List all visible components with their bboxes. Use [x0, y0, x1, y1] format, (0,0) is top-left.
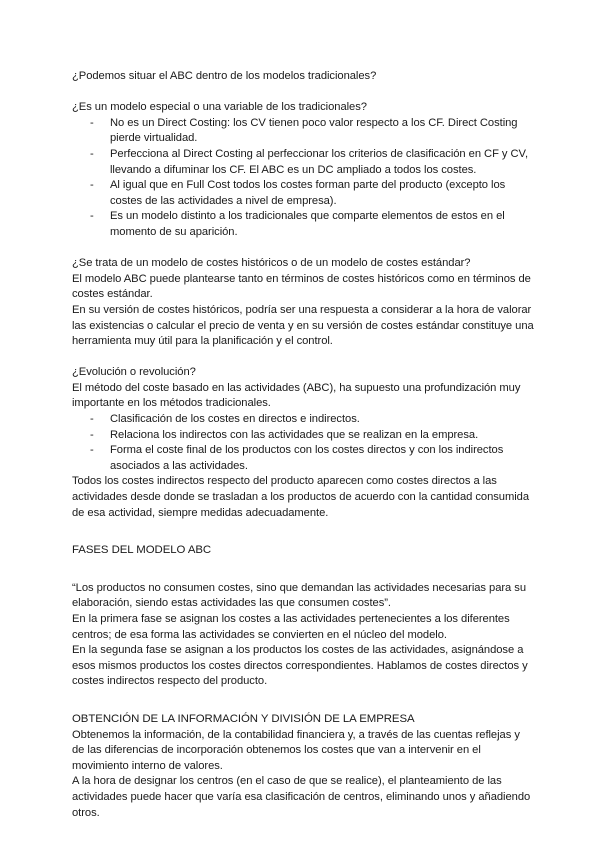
list-item — [72, 147, 534, 178]
list-item-text: No es un Direct Costing: los CV tienen poco valor respecto a los CF. Direct Costing pierde virtualidad. — [110, 116, 518, 145]
dash-bullet: - — [90, 147, 94, 160]
paragraph: Todos los costes indirectos respecto del producto aparecen como costes directos a las actividades desde donde se trasladan a los productos de acuerdo con la cantidad consumida de esa actividad, siempre medidas adecuadamente. — [72, 475, 530, 519]
list-item-text: Al igual que en Full Cost todos los costes forman parte del producto (excepto los costes de las actividades a nivel de empresa). — [110, 179, 506, 207]
list-item-text: Es un modelo distinto a los tradicionales que comparte elementos de estos en el momento de su aparición. — [110, 210, 505, 238]
paragraph: El método del coste basado en las actividades (ABC), ha supuesto una profundización muy importante en los métodos tradicionales. — [72, 381, 521, 410]
list-item — [72, 116, 534, 147]
list-item — [72, 443, 534, 474]
document-page — [72, 69, 534, 821]
paragraph: En la segunda fase se asignan a los productos los costes de las actividades, asignándose a esos mismos productos los costes directos correspondientes. Hablamos de costes directos y costes indirectos respecto del producto. — [72, 644, 528, 688]
section-heading-obtencion: OBTENCIÓN DE LA INFORMACIÓN Y DIVISIÓN DE LA EMPRESA — [72, 712, 415, 725]
dash-bullet: - — [90, 179, 94, 192]
question-special-model: ¿Es un modelo especial o una variable de los tradicionales? — [72, 101, 367, 114]
question-historic-vs-standard: ¿Se trata de un modelo de costes históricos o de un modelo de costes estándar? — [72, 257, 471, 270]
list-item-text: Clasificación de los costes en directos e indirectos. — [110, 413, 360, 426]
list-item — [72, 428, 534, 444]
paragraph: En su versión de costes históricos, podría ser una respuesta a considerar a la hora de valorar las existencias o calcular el precio de venta y en su versión de costes estándar constituye una herramienta muy útil para la planificación y el control. — [72, 303, 534, 348]
quote-paragraph: “Los productos no consumen costes, sino que demandan las actividades necesarias para su elaboración, siendo estas actividades las que consumen costes”. — [72, 581, 526, 610]
list-item — [72, 412, 534, 428]
list-item — [72, 178, 534, 209]
dash-bullet: - — [90, 444, 94, 457]
dash-bullet: - — [90, 116, 94, 129]
special-model-list — [72, 116, 534, 241]
question-evolution-revolution: ¿Evolución o revolución? — [72, 366, 196, 379]
paragraph: Obtenemos la información, de la contabilidad financiera y, a través de las cuentas reflejas y de las diferencias de incorporación obtenemos los costes que van a intervenir en el movimiento interno de valores. — [72, 728, 520, 772]
list-item — [72, 209, 534, 240]
list-item-text: Forma el coste final de los productos con los costes directos y con los indirectos asociados a las actividades. — [110, 444, 504, 472]
list-item-text: Perfecciona al Direct Costing al perfeccionar los criterios de clasificación en CF y CV, llevando a difuminar los CF. El ABC es un DC ampliado a todos los costes. — [110, 147, 529, 176]
list-item-text: Relaciona los indirectos con las actividades que se realizan en la empresa. — [110, 428, 479, 441]
paragraph: En la primera fase se asignan los costes a las actividades pertenecientes a los diferentes centros; de esa forma las actividades se convierten en el núcleo del modelo. — [72, 613, 510, 641]
dash-bullet: - — [90, 413, 94, 426]
dash-bullet: - — [90, 210, 94, 223]
paragraph: El modelo ABC puede plantearse tanto en términos de costes históricos como en términos de costes estándar. — [72, 272, 531, 301]
section-heading-fases: FASES DEL MODELO ABC — [72, 544, 212, 557]
evolution-list — [72, 412, 534, 474]
dash-bullet: - — [90, 428, 94, 441]
paragraph: A la hora de designar los centros (en el caso de que se realice), el planteamiento de las actividades puede hacer que varía esa clasificación de centros, eliminando unos y añadiendo otros. — [72, 775, 531, 819]
question-abc-traditional-models: ¿Podemos situar el ABC dentro de los modelos tradicionales? — [72, 70, 377, 82]
